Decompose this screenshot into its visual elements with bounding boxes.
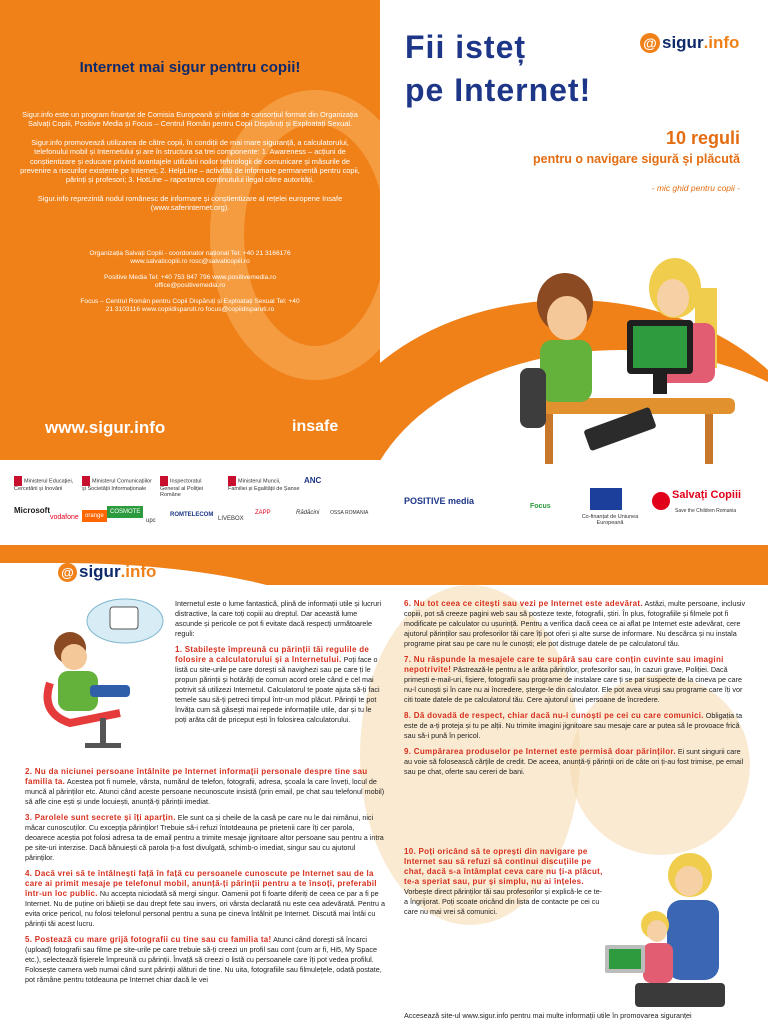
sponsor-logo: Ministerul Comunicațiilor și Societății Informaționale [82, 476, 154, 492]
logo-sigur: sigur [662, 33, 704, 52]
logo-sigur: sigur [79, 562, 121, 581]
paragraph: Sigur.info reprezintă nodul românesc de informare și conștientizare al rețelei europene Insafe (www.saferinternet.org). [37, 193, 343, 213]
rule-title: 1. Stabilește împreună cu părinții tăi regulile de folosire a calculatorului și a Internetului. [175, 645, 370, 664]
sponsor-logo: Save the Children Romania [675, 508, 737, 514]
sponsor-logo: Inspectoratul General al Poliției Române [160, 476, 222, 498]
paragraph: Sigur.info este un program finanțat de Comisia Europeană și inițiat de consorțiul format din Organizația Salvați Copiii, Positive Media și Focus – Centrul Român pentru Copii Dispăruți și Exploatați Sexual. [22, 110, 358, 129]
sponsor-logo: ANC [304, 476, 322, 485]
intro-text [20, 110, 360, 222]
cover-subtitle: pentru o navigare sigură și plăcută [532, 152, 740, 166]
contact-block: Positive Media Tel: +40 753 847 796 www.positivemedia.ro office@positivemedia.ro [104, 274, 276, 289]
save-children-icon [652, 492, 670, 510]
rule-text: Poți face o listă cu site-urile pe care dorești să navighezi sau pe care ți le propun părinții și hotărâți de comun acord orele când e cel mai potrivit să utilizezi Internetul. Calculatorul te poate ajuta să-ți faci temele sau să-ți petreci timpul într-un mod plăcut. Părinții te pot învăța cum să găsești mai repede informațiile utile, dar și tu le poți arăta cât de priceput ești în folosirea calculatorului. [175, 655, 380, 724]
right-column [404, 599, 749, 783]
footer-line: Accesează site-ul www.sigur.info pentru mai multe informații utile în promovarea siguranței [404, 1011, 692, 1020]
intro-paragraph: Internetul este o lume fantastică, plină de informații utile și lucruri distractive, la care toți copiii au dreptul. Dar această lume ascunde și pericole ce pot fi evitate dacă respecți următoarele reguli: [175, 599, 382, 638]
cover-title-line1: Fii isteț [405, 29, 527, 65]
panel-heading: Internet mai sigur pentru copii! [79, 59, 301, 76]
logo-info: .info [703, 33, 740, 52]
at-icon: @ [58, 563, 77, 582]
left-column [25, 767, 385, 991]
sponsor-logo: Microsoft [14, 506, 50, 515]
rules-count: 10 reguli [665, 128, 740, 148]
contact-block: Organizația Salvați Copiii - coordonator național Tel: +40 21 3166176 www.salvaticopiii.ro rosc@salvaticopiii.ro [89, 250, 291, 265]
rule-title: 10. Poți oricând să te oprești din navigare pe Internet sau să refuzi să continui discuțiile pe chat, dacă s-a întâmplat ceva care nu ți-a plăcut, te-a speriat sau, pur și simplu, nu ai înțeles. [404, 847, 603, 886]
sponsor-logo: Ministerul Muncii, Familiei și Egalității de Șanse [228, 476, 300, 492]
sigur-logo [58, 562, 156, 582]
intro-column [175, 599, 385, 731]
sponsor-logo: OSSA ROMANIA [330, 510, 369, 516]
guide-caption: - mic ghid pentru copii - [651, 183, 740, 193]
rule-title: 8. Dă dovadă de respect, chiar dacă nu-i cunoști pe cei cu care comunici. [404, 711, 704, 720]
rule-title: 3. Parolele sunt secrete și îți aparțin. [25, 813, 176, 822]
rule-text: Nu accepta niciodată să mergi singur. Oamenii pot fi foarte diferiți de ceea ce par a fi pe Internet. Nu de puține ori băieții se dau drept fete sau invers, ori vârsta declarată nu este cea adevărată. Pentru a evita orice pericol, nu folosi telefonul personal pentru a suna pe cineva întâlnit pe Internet. Discută mai întâi cu părinții tăi acest lucru. [25, 889, 385, 928]
sponsor-logo: upc [146, 518, 156, 524]
kids-computer-illustration [505, 248, 745, 473]
rule10-block [404, 847, 604, 923]
rule-text: Vorbește direct părinților tăi sau profesorilor și explică-le ce te-a îngrijorat. Poți scoate oricând din lista de contacte pe cei cu care nu mai vrei să comunici. [404, 887, 603, 916]
contacts [80, 250, 300, 322]
rule-text: Obligația ta este de a-ți proteja și tu pe alții. Nu trimite imagini jignitoare sau mesaje care ar putea să le provoace frică sau să-i pună în pericol. [404, 711, 743, 740]
sponsor-logo: LIVEBOX [218, 516, 244, 522]
left-panel [0, 0, 380, 460]
insafe-logo: insafe [292, 418, 339, 435]
rule-title: 2. Nu da niciunei persoane întâlnite pe Internet informații personale despre tine sau familia ta. [25, 767, 368, 786]
contact-block: Focus – Centrul Român pentru Copii Dispăruți și Exploatați Sexual Tel: +40 21 3103116 www.copiidisparuti.ro focus@copiidisparuti.ro [80, 298, 300, 313]
rule-text: Păstrează-le pentru a le arăta părinților, profesorilor sau, în cazuri grave, Poliției. Dacă primești e-mail-uri, fișiere, fotografii sau programe de instalare care ți se par suspecte de la cineva pe care nu-l cunoști și în care nu ai încredere, șterge-le din calculator. Ele pot avea viruși sau programe care îți vor citi toate datele de pe calculatorul tău. Cere ajutorul unei persoane de încredere. [404, 665, 743, 704]
rule-text: Ei sunt singurii care au voie să folosească cărțile de credit. De aceea, anunță-ți părinții ori de câte ori ți-au fost trimise, pe email sau pe chat, oferte sau cereri de bani. [404, 747, 744, 776]
sponsor-logo: Salvați Copiii [672, 489, 742, 501]
rule-text: Ele sunt ca și cheile de la casă pe care nu le dai nimănui, nici măcar cunoscuților. Cu excepția părinților! Trebuie să-i refuzi întotdeauna pe prietenii care îți cer parola, deoarece aceștia pot folosi adresa ta de email pentru a trimite mesaje jignitoare altor persoane sau pentru a intra pe site-uri interzise. Dacă bănuiești că parola ți-a fost divulgată, schimb-o imediat, singur sau cu ajutorul părinților. [25, 813, 384, 862]
eu-flag-icon [590, 488, 622, 510]
mother-child-illustration [605, 845, 755, 1010]
sponsor-logo: POSITIVE media [404, 496, 475, 506]
sigur-logo [640, 33, 739, 53]
sponsor-logo: Focus [530, 503, 551, 510]
paragraph: Sigur.info promovează utilizarea de către copii, în condiții de mai mare siguranță, a calculatorului, telefonului mobil și Internetului și are în structura sa trei componente: 1. Awareness – acțiuni de conștientizare și educare privind avantajele utilizării noilor tehnologii de comunicare și măsurile de prevenire a riscurilor existente pe Internet; 2. HelpLine – activități de informare permanentă pentru copii, părinți și profesori; 3. HotLine – raportarea conținutului ilegal către autorități. [20, 137, 360, 185]
rule-title: 5. Postează cu mare grijă fotografii cu tine sau cu familia ta! [25, 935, 272, 944]
brochure-inside [0, 545, 768, 1024]
sponsor-logos [0, 470, 768, 530]
sponsor-logo: orange [82, 510, 107, 522]
rule-title: 7. Nu răspunde la mesajele care te supără sau care conțin cuvinte sau imagini nepotrivite! [404, 655, 724, 674]
sponsor-logo: Rădăcini [296, 510, 320, 516]
rule-text: Acestea pot fi numele, vârsta, numărul de telefon, fotografii, adresa, școala la care înveți, locul de muncă al părinților etc. Atunci când aceste persoane necunoscute insistă (prin email, pe chat sau telefonul mobil) să afle cine ești și unde locuiești, anunță-ți părinții imediat. [25, 777, 385, 806]
rule-title: 9. Cumpărarea produselor pe Internet este permisă doar părinților. [404, 747, 676, 756]
sponsor-logo: ROMTELECOM [170, 512, 214, 518]
logo-info: .info [120, 562, 157, 581]
rule-text: Astăzi, multe persoane, inclusiv copiii, pot să creeze pagini web sau să posteze texte, fotografii, știri. În plus, fotografiile și filmele pot fi modificate pe calculator cu ușurință. Pentru a verifica dacă ceea ce ai aflat pe Internet este adevărat, cere ajutorul părinților sau profesorilor tăi care îți pot oferi și alte surse de informare. Nu descărca și nu instala programe pirat sau pe care nu le cunoști; ele pot distruge datele de pe calculatorul tău. [404, 599, 746, 648]
rule-text: Atunci când dorești să încarci (upload) fotografii sau filme pe site-urile pe care trebuie să-ți creezi un profil sau cont (cum ar fi, Hi5, My Space etc.), selectează fișierele împreună cu părinții. Învață să creezi o listă cu persoanele care îți pot vedea profilul. Folosește camera web numai când sunt părinții alături de tine. Nu uita, fotografiile sau filmulețele, odată postate, pot rămâne pentru totdeauna pe Internet chiar dacă le vei [25, 935, 382, 984]
rule-title: 6. Nu tot ceea ce citești sau vezi pe Internet este adevărat. [404, 599, 643, 608]
sponsor-logo: ZAPP [255, 510, 271, 516]
eu-caption: Co-finanțat de Uniunea Europeană [581, 514, 639, 526]
sponsor-logo: vodafone [50, 514, 79, 521]
boy-laptop-illustration [30, 593, 170, 753]
cover-title-line2: pe Internet! [405, 72, 592, 108]
website-link[interactable]: www.sigur.info [45, 418, 166, 437]
rule-title: 4. Dacă vrei să te întâlnești față în față cu persoanele cunoscute pe Internet sau de la care ai primit mesaje pe telefonul mobil, anunță-ți părinții pentru a te însoți, preferabil într-un loc public. [25, 869, 377, 898]
sponsor-logo: Ministerul Educației, Cercetării și Inovării [14, 476, 76, 492]
at-icon: @ [640, 33, 660, 53]
sponsor-logo: COSMOTE [107, 506, 143, 518]
